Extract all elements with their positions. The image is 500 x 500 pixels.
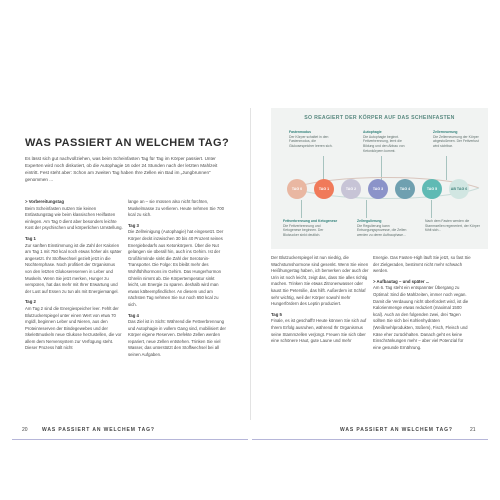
right-running-head: WAS PASSIERT AN WELCHEM TAG? bbox=[340, 427, 453, 433]
diagram-title: SO REAGIERT DER KÖRPER AUF DAS SCHEINFASTEN bbox=[304, 115, 455, 121]
section-text: Die Zellreinigung (Autophagie) hat eingesetzt. Der Körper deckt inzwischen 30 bis 40 Prozent seines Energiebedarfs aus Ketonkörpern. Über die Nut gelangen sie überall hin, auch ins Gehirn. Ist der Großhirnrinde sinkt die Zahl der Serotonin-Transporter. Die Folge: Es bleibt mehr des Wohlfühlhormons im Gehirn. Das Hungerhormon Ghrelin nimmt ab. Die Körpertemperatur sinkt leicht, um Energie zu sparen. deshalb wird man etwas kälteempfindlicher. An diesem und am nächsten Tag nehmen Sie nur noch 650 kcal zu sich. bbox=[128, 229, 224, 307]
section-heading: Tag 3 bbox=[128, 222, 139, 228]
right-column-1 bbox=[271, 255, 369, 349]
section-text: Zur sanften Einstimmung ist die Zahl der Kalorien am Tag 1 mit 750 kcal noch etwas höher als später angesetzt. Ihr Stoffwechsel gezielt jetzt in die Nüchternphase. Noch profitiert der Organismus von den letzten Glukosereserven in Leber und Muskeln. Wenn Sie jetzt merken, Hunger zu verspüren, hat das mehr mit Ihrer Erwartung und der Lust auf Essen zu tun als mit Energiemangel. bbox=[25, 242, 122, 294]
section-text: Energie. Das Fasten-High läuft Sie jetzt, so fast Sie der Zielgeraden, bestimmt nicht mehr schwach werden. bbox=[373, 255, 471, 274]
day-3-circle: TAG 3 bbox=[368, 179, 388, 199]
intro-paragraph: Es lässt sich gut nachvollziehen, was beim Scheinfasten Tag für Tag im Körper passiert. Unter Experten wird noch diskutiert, ob die Autophagie 16 oder 24 Stunden nach der letzten Mahlzeit eintritt. Fest steht aber: Schon am zweiten Tag haben Ihre Zellen ein Bad im „Jungbrunnen“ genommen ... bbox=[25, 156, 218, 182]
left-column-2 bbox=[128, 199, 226, 363]
caption-fettverbrennung: Fettverbrennung und Ketogenese Die Fettverbrennung und Ketogenese beginnen. Der Blutzucker sinkt deutlich. bbox=[283, 219, 338, 238]
section-text: lange an – sie müssen also nicht fürchten, Muskelmasse zu verlieren. Heute nehmen Sie 700 kcal zu sich. bbox=[128, 199, 225, 218]
section-text: Am Tag 2 sind die Energiespeicher leer. Fehlt der Blutzuckerspiegel unter einen Wert von etwa 70 mg/dl, beginnen Leber und Nieren, aus den Proteinreserven der Bindegewebes und der Skelettmuskeln neue Glukose herzustellen, die vor allem dem Nervensystem zur Verfügung steht. Dieser Prozess hält nicht bbox=[25, 305, 122, 351]
left-page-number: 20 bbox=[22, 427, 28, 433]
caption-fastenmodus: Fastenmodus Der Körper schaltet in den Fastenmodus, die Glukosespeicher leeren sich. bbox=[289, 130, 333, 149]
section-text: Finale, es ist geschafft! Heute können Sie sich auf Ihrem Erfolg ausruhen, während Ihr Organismus seine Stammzellen verjüngt. Freuen Sie sich über eine schönere Haut, gute Laune und mehr bbox=[271, 318, 367, 344]
day-1-circle: TAG 1 bbox=[314, 179, 334, 199]
caption-autophagie: Autophagie Die Autophagie beginnt. Fettverbrennung, lernt die Bildung und den Abbau von Ketonkörpern kommt. bbox=[363, 130, 405, 153]
caption-zellerneuerung: Zellerneuerung Die Zellerneuerung der Körper abgestoßenen. Der Fettverlust wird sichtbar. bbox=[433, 130, 479, 149]
connector bbox=[366, 200, 367, 218]
section-heading: Tag 4 bbox=[128, 312, 139, 318]
gutter bbox=[250, 108, 251, 420]
section-text: Am 6. Tag steht ein entspannter Übergang zu Optimal: Sind die Mahlzeiten, immer noch vegan. Damit die Verdauung nicht überfordert wird, ist die Kalorienmenge etwas reduziert (maximal 1500 kcal). Auch an den folgenden zwei, drei Tagen sollten Sie sich bei Kohlenhydraten (Weißmehlprodukten, Süßem), Fisch, Fleisch und Käse eher zurückhalten. Danach geht es keine Einschränkungen mehr – aber viel Potenzial für eine gesunde Ernährung. bbox=[373, 285, 469, 350]
connector bbox=[431, 200, 432, 218]
caption-nach-dem-fasten: Nach dem Fasten werden die Stammzellen regeneriert, der Körper fühlt sich... bbox=[425, 219, 480, 233]
day-5-circle: TAG 5 bbox=[422, 179, 442, 199]
page-title: WAS PASSIERT AN WELCHEM TAG? bbox=[25, 137, 230, 149]
section-text: Das Ziel ist in Sicht: Während die Fettverbrennung und Autophagie in vollem Gang sind, mobilisiert der Körper eigene Reserven. Defekte Zellen werden repariert, neue Zellen entstehen. Trinken Sie viel Wasser, das unterstützt den Stoffwechsel bei all seinen Aufgaben. bbox=[128, 319, 226, 358]
left-footer-rule bbox=[12, 439, 248, 451]
section-heading: > Vorbereitungstag bbox=[25, 199, 64, 204]
section-heading: Tag 1 bbox=[25, 235, 36, 241]
section-text: Der Blutzuckerspiegel ist nun niedrig, die Wachstumshormone sind gesenkt. Wenn Sie einen Heißhungertag haben, ich bemerken oder auch der Urin ist noch leicht, zeigt das, dass Sie alles richtig machen. Trinken Sie etwas Zitronenwasser oder kaust Sie Petersilie, das hilft. Außerdem ist Schlaf sehr wichtig, weil der Körper sowohl mehr Hungerfördern des Leptin produziert. bbox=[271, 255, 369, 307]
left-column-1 bbox=[25, 199, 123, 356]
connector bbox=[301, 200, 302, 218]
day-0-circle: TAG 0 bbox=[287, 179, 307, 199]
right-column-2 bbox=[373, 255, 471, 355]
day-6-circle: AB TAG 6 bbox=[449, 179, 469, 199]
day-4-circle: TAG 4 bbox=[395, 179, 415, 199]
section-text: Beim Scheinfasten nutzen Sie keinen Entlastungstag wie beim klassischen Heilfasten einlegen. Am Tag 0 dient aber besonders leichte Kost der psychischen und körperlichen Umstellung. bbox=[25, 205, 123, 231]
caption-zellregulierung: Zellregulierung Die Regulierung kann Entsorgungsprozesse, die Zellen werden zu deren Aufbauphase... bbox=[357, 219, 407, 238]
section-heading: Tag 5 bbox=[271, 311, 282, 317]
section-heading: Tag 2 bbox=[25, 299, 36, 305]
left-running-head: WAS PASSIERT AN WELCHEM TAG? bbox=[42, 427, 155, 433]
section-heading: > Aufbautag – und später ... bbox=[373, 278, 430, 284]
day-2-circle: TAG 2 bbox=[341, 179, 361, 199]
right-footer-rule bbox=[252, 439, 488, 451]
right-page-number: 21 bbox=[470, 427, 476, 433]
fasting-diagram bbox=[271, 108, 488, 249]
